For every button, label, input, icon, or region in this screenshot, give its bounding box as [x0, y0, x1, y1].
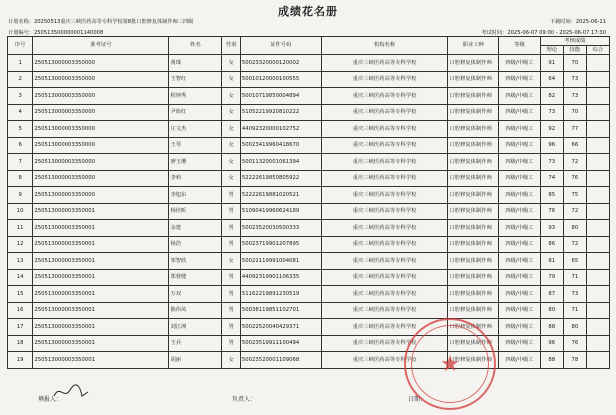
cell-name: 杨佳昕 [169, 203, 222, 220]
cell-overall [586, 236, 609, 253]
cell-sex: 男 [222, 269, 240, 286]
cell-sex: 男 [222, 319, 240, 336]
cell-overall [586, 104, 609, 121]
table-row [8, 319, 610, 336]
cell-theory: 74 [540, 170, 563, 187]
cell-id_no: 50023520030500333 [240, 220, 321, 237]
header-org: 机构名称 [321, 37, 448, 55]
cell-level: 四级/中级工 [499, 269, 541, 286]
cell-overall [586, 187, 609, 204]
cell-seq: 14 [8, 269, 33, 286]
cell-sex: 女 [222, 352, 240, 369]
cell-name: 程钟秀 [169, 88, 222, 105]
cell-level: 四级/中级工 [499, 88, 541, 105]
cell-org: 重庆三峡医药高等专科学校 [321, 269, 448, 286]
cell-skill: 65 [563, 253, 586, 270]
cell-seq: 1 [8, 55, 33, 72]
cell-sex: 女 [222, 55, 240, 72]
cell-sex: 女 [222, 121, 240, 138]
cell-skill: 66 [563, 137, 586, 154]
header-name: 姓名 [169, 37, 222, 55]
cell-level: 四级/中级工 [499, 71, 541, 88]
download-time: 下载时间：2025-06-11 [549, 19, 606, 25]
cell-org: 重庆三峡医药高等专科学校 [321, 319, 448, 336]
cell-name: 余建 [169, 220, 222, 237]
cell-ticket: 250513000003350000 [33, 154, 169, 171]
cell-skill: 72 [563, 236, 586, 253]
cell-level: 四级/中级工 [499, 352, 541, 369]
cell-seq: 12 [8, 236, 33, 253]
cell-org: 重庆三峡医药高等专科学校 [321, 170, 448, 187]
cell-theory: 91 [540, 55, 563, 72]
cell-theory: 81 [540, 253, 563, 270]
cell-theory: 73 [540, 154, 563, 171]
table-row [8, 335, 610, 352]
cell-id_no: 50038119851102701 [240, 302, 321, 319]
cell-id_no: 50023519911100494 [240, 335, 321, 352]
cell-theory: 79 [540, 269, 563, 286]
cell-level: 四级/中级工 [499, 55, 541, 72]
cell-ticket: 250513000003350000 [33, 121, 169, 138]
cell-theory: 86 [540, 236, 563, 253]
score-roster-table [7, 36, 610, 369]
cell-job: 口腔修复体制作师 [448, 71, 499, 88]
cell-job: 口腔修复体制作师 [448, 286, 499, 303]
cell-theory: 96 [540, 137, 563, 154]
header-exam-result: 考核成绩 [540, 37, 609, 46]
cell-ticket: 250513000003350001 [33, 335, 169, 352]
cell-level: 四级/中级工 [499, 302, 541, 319]
cell-skill: 76 [563, 170, 586, 187]
cell-id_no: 51052219920810222 [240, 104, 321, 121]
cell-ticket: 250513000003350000 [33, 170, 169, 187]
cell-org: 重庆三峡医药高等专科学校 [321, 137, 448, 154]
cell-sex: 女 [222, 154, 240, 171]
roster-body [8, 55, 610, 369]
table-row [8, 71, 610, 88]
cell-job: 口腔修复体制作师 [448, 236, 499, 253]
cell-skill: 70 [563, 104, 586, 121]
header-id: 证件号码 [240, 37, 321, 55]
cell-ticket: 250513000003350000 [33, 137, 169, 154]
cell-level: 四级/中级工 [499, 121, 541, 138]
cell-name: 杨浩 [169, 236, 222, 253]
cell-seq: 5 [8, 121, 33, 138]
table-row [8, 236, 610, 253]
cell-name: 邹智欣 [169, 253, 222, 270]
cell-name: 尹焰红 [169, 104, 222, 121]
cell-seq: 9 [8, 187, 33, 204]
cell-org: 重庆三峡医药高等专科学校 [321, 335, 448, 352]
cell-theory: 96 [540, 335, 563, 352]
cell-skill: 71 [563, 269, 586, 286]
cell-sex: 男 [222, 220, 240, 237]
table-row [8, 88, 610, 105]
seal-star-icon: ★ [440, 351, 460, 377]
cell-ticket: 250513000003350001 [33, 286, 169, 303]
cell-seq: 2 [8, 71, 33, 88]
cell-name: 陈伟凤 [169, 302, 222, 319]
cell-theory: 73 [540, 104, 563, 121]
cell-level: 四级/中级工 [499, 253, 541, 270]
table-row [8, 352, 610, 369]
table-row [8, 170, 610, 187]
cell-overall [586, 253, 609, 270]
cell-sex: 女 [222, 253, 240, 270]
cell-ticket: 250513000003350000 [33, 104, 169, 121]
table-row [8, 187, 610, 204]
cell-seq: 8 [8, 170, 33, 187]
cell-sex: 女 [222, 104, 240, 121]
cell-overall [586, 319, 609, 336]
cell-ticket: 250513000003350001 [33, 203, 169, 220]
cell-theory: 87 [540, 286, 563, 303]
cell-org: 重庆三峡医药高等专科学校 [321, 220, 448, 237]
cell-ticket: 250513000003350001 [33, 269, 169, 286]
cell-overall [586, 335, 609, 352]
cell-sex: 女 [222, 71, 240, 88]
cell-ticket: 250513000003350001 [33, 236, 169, 253]
cell-name: 万双 [169, 286, 222, 303]
cell-ticket: 250513000003350001 [33, 253, 169, 270]
cell-seq: 18 [8, 335, 33, 352]
cell-ticket: 250513000003350000 [33, 55, 169, 72]
cell-sex: 男 [222, 236, 240, 253]
cell-name: 李莉 [169, 170, 222, 187]
cell-skill: 70 [563, 55, 586, 72]
cell-org: 重庆三峡医药高等专科学校 [321, 286, 448, 303]
cell-id_no: 50011320001061394 [240, 154, 321, 171]
cell-ticket: 250513000003350001 [33, 352, 169, 369]
cell-level: 四级/中级工 [499, 203, 541, 220]
cell-level: 四级/中级工 [499, 236, 541, 253]
cell-level: 四级/中级工 [499, 286, 541, 303]
cell-overall [586, 203, 609, 220]
table-row [8, 302, 610, 319]
cell-skill: 80 [563, 319, 586, 336]
cell-id_no: 50023320000120002 [240, 55, 321, 72]
cell-level: 四级/中级工 [499, 220, 541, 237]
cell-org: 重庆三峡医药高等专科学校 [321, 55, 448, 72]
cell-skill: 80 [563, 220, 586, 237]
header-theory: 理论 [540, 46, 563, 55]
cell-job: 口腔修复体制作师 [448, 154, 499, 171]
cell-org: 重庆三峡医药高等专科学校 [321, 187, 448, 204]
cell-skill: 71 [563, 302, 586, 319]
cell-id_no: 52222619881020521 [240, 187, 321, 204]
cell-job: 口腔修复体制作师 [448, 352, 499, 369]
cell-ticket: 250513000003350000 [33, 187, 169, 204]
cell-overall [586, 55, 609, 72]
cell-job: 口腔修复体制作师 [448, 104, 499, 121]
cell-org: 重庆三峡医药高等专科学校 [321, 253, 448, 270]
table-row [8, 121, 610, 138]
cell-seq: 11 [8, 220, 33, 237]
header-skill: 技能 [563, 46, 586, 55]
table-row [8, 137, 610, 154]
cell-id_no: 50023520001109068 [240, 352, 321, 369]
cell-level: 四级/中级工 [499, 137, 541, 154]
cell-id_no: 51162219891230519 [240, 286, 321, 303]
cell-level: 四级/中级工 [499, 335, 541, 352]
cell-org: 重庆三峡医药高等专科学校 [321, 236, 448, 253]
cell-overall [586, 302, 609, 319]
cell-seq: 19 [8, 352, 33, 369]
cell-level: 四级/中级工 [499, 154, 541, 171]
cell-name: 廖玉珊 [169, 154, 222, 171]
cell-skill: 73 [563, 286, 586, 303]
cell-name: 庄文杰 [169, 121, 222, 138]
cell-id_no: 50023419960418670 [240, 137, 321, 154]
cell-skill: 76 [563, 335, 586, 352]
cell-name: 王智红 [169, 71, 222, 88]
cell-org: 重庆三峡医药高等专科学校 [321, 104, 448, 121]
table-row [8, 220, 610, 237]
cell-job: 口腔修复体制作师 [448, 220, 499, 237]
header-level: 等级 [499, 37, 541, 55]
cell-name: 郑督健 [169, 269, 222, 286]
cell-job: 口腔修复体制作师 [448, 55, 499, 72]
cell-skill: 73 [563, 71, 586, 88]
table-row [8, 203, 610, 220]
cell-seq: 3 [8, 88, 33, 105]
cell-ticket: 250513000003350001 [33, 220, 169, 237]
cell-theory: 93 [540, 220, 563, 237]
cell-skill: 75 [563, 187, 586, 204]
cell-skill: 73 [563, 88, 586, 105]
cell-overall [586, 137, 609, 154]
cell-seq: 15 [8, 286, 33, 303]
cell-org: 重庆三峡医药高等专科学校 [321, 302, 448, 319]
cell-sex: 男 [222, 335, 240, 352]
exam-time: 考试时间：2025-06-07 09:00 - 2025-06-07 17:30 [481, 30, 606, 36]
date-label: 日期： [408, 396, 427, 403]
cell-id_no: 44092320000102752 [240, 121, 321, 138]
cell-name: 刘江洲 [169, 319, 222, 336]
cell-seq: 6 [8, 137, 33, 154]
cell-sex: 女 [222, 137, 240, 154]
cell-name: 王琴 [169, 137, 222, 154]
cell-seq: 16 [8, 302, 33, 319]
cell-overall [586, 286, 609, 303]
page-title: 成绩花名册 [278, 5, 338, 18]
cell-ticket: 250513000003350001 [33, 319, 169, 336]
cell-overall [586, 121, 609, 138]
cell-theory: 82 [540, 88, 563, 105]
table-row [8, 253, 610, 270]
cell-overall [586, 170, 609, 187]
cell-skill: 72 [563, 203, 586, 220]
header-seq: 序号 [8, 37, 33, 55]
cell-theory: 64 [540, 71, 563, 88]
cell-theory: 80 [540, 302, 563, 319]
signer-label: 填报人： [38, 396, 63, 403]
cell-theory: 85 [540, 187, 563, 204]
cell-seq: 4 [8, 104, 33, 121]
cell-theory: 88 [540, 352, 563, 369]
cell-org: 重庆三峡医药高等专科学校 [321, 121, 448, 138]
cell-skill: 78 [563, 352, 586, 369]
cell-org: 重庆三峡医药高等专科学校 [321, 88, 448, 105]
cell-sex: 男 [222, 187, 240, 204]
cell-id_no: 50023719901207895 [240, 236, 321, 253]
plan-name: 计划名称：20250513重庆三峡医药高等专科学校第8批口腔修复体制作师三四级 [8, 19, 194, 25]
cell-name: 李旭东 [169, 187, 222, 204]
cell-theory: 76 [540, 203, 563, 220]
cell-skill: 72 [563, 154, 586, 171]
cell-level: 四级/中级工 [499, 104, 541, 121]
cell-job: 口腔修复体制作师 [448, 319, 499, 336]
table-row [8, 269, 610, 286]
cell-id_no: 52222619850805922 [240, 170, 321, 187]
cell-ticket: 250513000003350000 [33, 88, 169, 105]
header-ticket: 准考证号 [33, 37, 169, 55]
cell-overall [586, 269, 609, 286]
cell-name: 黄璨 [169, 55, 222, 72]
cell-job: 口腔修复体制作师 [448, 269, 499, 286]
cell-sex: 男 [222, 302, 240, 319]
cell-sex: 男 [222, 286, 240, 303]
cell-job: 口腔修复体制作师 [448, 253, 499, 270]
cell-theory: 92 [540, 121, 563, 138]
cell-id_no: 50022520040429371 [240, 319, 321, 336]
cell-level: 四级/中级工 [499, 170, 541, 187]
cell-overall [586, 88, 609, 105]
cell-id_no: 50022119991004081 [240, 253, 321, 270]
plan-number: 计划编号：250513500000001140008 [8, 30, 104, 36]
cell-overall [586, 220, 609, 237]
cell-id_no: 50010719850004894 [240, 88, 321, 105]
cell-sex: 女 [222, 170, 240, 187]
cell-name: 王兵 [169, 335, 222, 352]
header-sex: 性别 [222, 37, 240, 55]
cell-org: 重庆三峡医药高等专科学校 [321, 71, 448, 88]
cell-job: 口腔修复体制作师 [448, 170, 499, 187]
cell-job: 口腔修复体制作师 [448, 137, 499, 154]
cell-level: 四级/中级工 [499, 187, 541, 204]
cell-job: 口腔修复体制作师 [448, 88, 499, 105]
cell-level: 四级/中级工 [499, 319, 541, 336]
cell-sex: 女 [222, 88, 240, 105]
cell-seq: 7 [8, 154, 33, 171]
header-overall: 综合 [586, 46, 609, 55]
cell-ticket: 250513000003350001 [33, 302, 169, 319]
header-job: 职业工种 [448, 37, 499, 55]
cell-org: 重庆三峡医药高等专科学校 [321, 352, 448, 369]
cell-seq: 13 [8, 253, 33, 270]
table-row [8, 104, 610, 121]
cell-overall [586, 154, 609, 171]
cell-job: 口腔修复体制作师 [448, 203, 499, 220]
cell-id_no: 50010120000100555 [240, 71, 321, 88]
cell-id_no: 44092319901106335 [240, 269, 321, 286]
official-seal-stamp [404, 318, 496, 410]
cell-sex: 男 [222, 203, 240, 220]
cell-seq: 17 [8, 319, 33, 336]
cell-skill: 77 [563, 121, 586, 138]
cell-job: 口腔修复体制作师 [448, 187, 499, 204]
cell-org: 重庆三峡医药高等专科学校 [321, 203, 448, 220]
cell-theory: 88 [540, 319, 563, 336]
table-row [8, 286, 610, 303]
cell-id_no: 51090419960624189 [240, 203, 321, 220]
cell-org: 重庆三峡医药高等专科学校 [321, 154, 448, 171]
handwritten-signature [52, 382, 92, 402]
cell-overall [586, 71, 609, 88]
cell-job: 口腔修复体制作师 [448, 121, 499, 138]
cell-job: 口腔修复体制作师 [448, 302, 499, 319]
cell-ticket: 250513000003350000 [33, 71, 169, 88]
cell-seq: 10 [8, 203, 33, 220]
table-row [8, 154, 610, 171]
table-row [8, 55, 610, 72]
cell-name: 胡丽 [169, 352, 222, 369]
cell-overall [586, 352, 609, 369]
responsible-label: 负责人： [232, 396, 257, 403]
cell-job: 口腔修复体制作师 [448, 335, 499, 352]
